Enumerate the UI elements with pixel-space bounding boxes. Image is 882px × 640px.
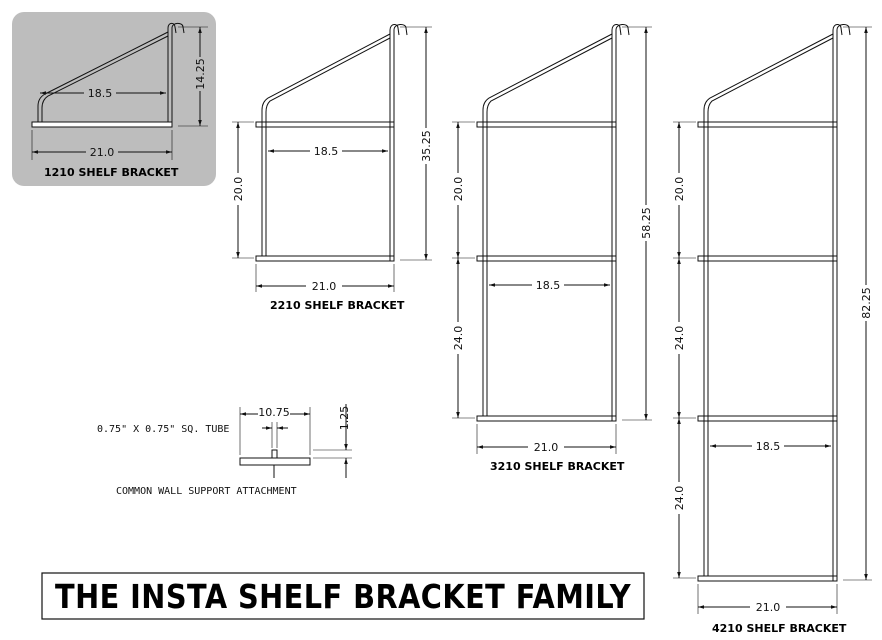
attachment-plate	[240, 458, 310, 465]
dim-4210-spacing-1: 20.0	[673, 176, 686, 202]
dim-attachment-height: 1.25	[338, 405, 351, 431]
dim-4210-height: 82.25	[860, 287, 873, 319]
label-1210: 1210 SHELF BRACKET	[44, 166, 179, 179]
bracket-4210-frame	[698, 24, 850, 581]
wall-support-attachment	[97, 404, 352, 497]
label-4210: 4210 SHELF BRACKET	[712, 622, 847, 635]
attachment-caption: COMMON WALL SUPPORT ATTACHMENT	[116, 486, 297, 497]
dim-4210-spacing-2: 24.0	[673, 325, 686, 351]
dim-1210-height: 14.25	[194, 58, 207, 90]
label-3210: 3210 SHELF BRACKET	[490, 460, 625, 473]
dim-2210-height: 35.25	[420, 130, 433, 162]
bracket-4210	[672, 24, 873, 635]
dim-4210-inner: 18.5	[755, 440, 781, 453]
bracket-2210-frame	[256, 24, 407, 261]
bracket-3210	[451, 24, 653, 473]
dim-1210-width: 21.0	[89, 146, 115, 159]
dim-4210-width: 21.0	[755, 601, 781, 614]
dim-2210-inner: 18.5	[313, 145, 339, 158]
bracket-1210	[12, 12, 216, 186]
dim-3210-width: 21.0	[533, 441, 559, 454]
attachment-tube	[272, 450, 277, 458]
dim-3210-inner: 18.5	[535, 279, 561, 292]
dim-attachment-width: 10.75	[258, 406, 290, 419]
tube-note: 0.75" X 0.75" SQ. TUBE	[97, 424, 230, 435]
dim-3210-spacing-1: 20.0	[452, 176, 465, 202]
bracket-2210	[231, 24, 433, 312]
banner-title: THE INSTA SHELF BRACKET FAMILY	[55, 577, 632, 616]
label-2210: 2210 SHELF BRACKET	[270, 299, 405, 312]
dim-4210-spacing-3: 24.0	[673, 485, 686, 511]
title-banner	[42, 573, 644, 619]
dim-3210-height: 58.25	[640, 207, 653, 239]
bracket-3210-frame	[477, 24, 629, 421]
dim-1210-inner: 18.5	[87, 87, 113, 100]
dim-2210-width: 21.0	[311, 280, 337, 293]
dim-2210-spacing-1: 20.0	[232, 176, 245, 202]
dim-3210-spacing-2: 24.0	[452, 325, 465, 351]
